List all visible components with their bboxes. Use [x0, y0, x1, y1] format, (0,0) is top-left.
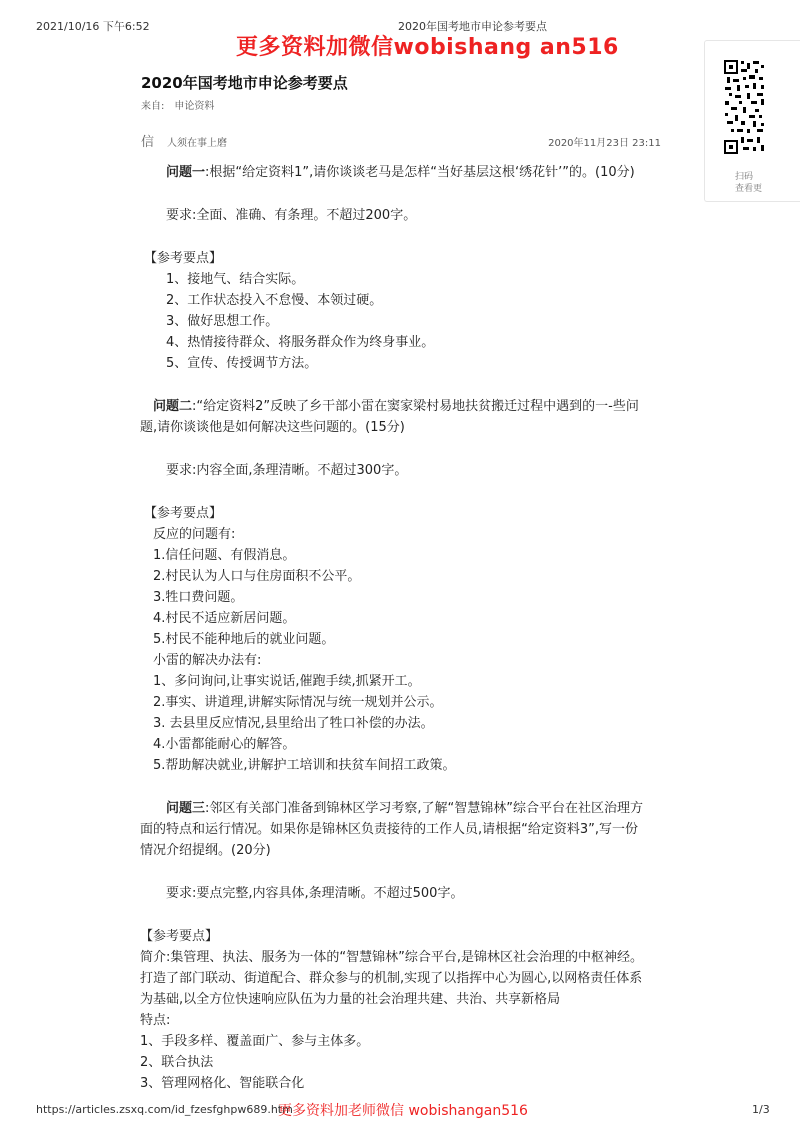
- author-avatar-icon: 信: [141, 135, 155, 150]
- question-3-text-2: 面的特点和运行情况。如果你是锦林区负责接待的工作人员,请根据“给定资料3”,写一份: [140, 822, 639, 837]
- print-date: 2021/10/16 下午6:52: [36, 20, 150, 33]
- question-3: [140, 798, 665, 819]
- question-3-label: 问题三: [166, 801, 206, 816]
- problems-title: 反应的问题有:: [153, 527, 236, 542]
- list-item: 2、工作状态投入不怠慢、本领过硬。: [166, 293, 383, 308]
- question-2-requirement: 要求:内容全面,条理清晰。不超过300字。: [166, 463, 408, 478]
- list-item: 1、手段多样、覆盖面广、参与主体多。: [140, 1034, 370, 1049]
- footer-url[interactable]: https://articles.zsxq.com/id_fzesfghpw689.htm: [36, 1103, 293, 1116]
- solutions-title: 小雷的解决办法有:: [153, 653, 262, 668]
- post-date: 2020年11月23日 23:11: [548, 138, 661, 149]
- list-item: 2、联合执法: [140, 1055, 214, 1070]
- question-3-text-1: :邻区有关部门准备到锦林区学习考察,了解“智慧锦林”综合平台在社区治理方: [205, 801, 643, 816]
- list-item: 3. 去县里反应情况,县里给出了牲口补偿的办法。: [153, 716, 434, 731]
- question-1: [140, 162, 665, 183]
- list-item: 5.村民不能种地后的就业问题。: [153, 632, 335, 647]
- question-1-label: 问题一: [166, 165, 206, 180]
- print-title: 2020年国考地市申论参考要点: [398, 20, 547, 33]
- intro-line-2: 打造了部门联动、街道配合、群众参与的机制,实现了以指挥中心为圆心,以网格责任体系: [140, 971, 643, 986]
- question-1-ref-title: 【参考要点】: [144, 251, 223, 266]
- list-item: 1、多问询问,让事实说话,催跑手续,抓紧开工。: [153, 674, 421, 689]
- qr-panel[interactable]: [704, 40, 800, 202]
- author-row: [141, 133, 661, 149]
- list-item: 2.事实、讲道理,讲解实际情况与统一规划并公示。: [153, 695, 443, 710]
- list-item: 3.牲口费问题。: [153, 590, 244, 605]
- question-2-ref-title: 【参考要点】: [144, 506, 223, 521]
- question-3-text-3: 情况介绍提纲。(20分): [140, 843, 271, 858]
- question-2-text-2: 题,请你谈谈他是如何解决这些问题的。(15分): [140, 420, 405, 435]
- article-body: [140, 162, 665, 1094]
- question-1-text: :根据“给定资料1”,请你谈谈老马是怎样“当好基层这根‘绣花针’”的。(10分): [205, 165, 635, 180]
- list-item: 3、做好思想工作。: [166, 314, 279, 329]
- list-item: 4.村民不适应新居问题。: [153, 611, 296, 626]
- watermark-top: 更多资料加微信wobishang an516: [236, 35, 619, 60]
- qr-code-icon: [723, 59, 767, 155]
- question-1-requirement: 要求:全面、准确、有条理。不超过200字。: [166, 208, 417, 223]
- page-number: 1/3: [752, 1103, 770, 1116]
- author-name[interactable]: 人须在事上磨: [167, 138, 227, 149]
- list-item: 4.小雷都能耐心的解答。: [153, 737, 296, 752]
- features-title: 特点:: [140, 1013, 171, 1028]
- source-label: 来自:: [141, 101, 165, 112]
- intro-line-1: 简介:集管理、执法、服务为一体的“智慧锦林”综合平台,是锦林区社会治理的中枢神经。: [140, 950, 643, 965]
- list-item: 1、接地气、结合实际。: [166, 272, 305, 287]
- question-2-text-1: :“给定资料2”反映了乡干部小雷在窦家梁村易地扶贫搬迁过程中遇到的一-些问: [192, 399, 639, 414]
- source-link[interactable]: 申论资料: [174, 101, 215, 112]
- list-item: 5、宣传、传授调节方法。: [166, 356, 318, 371]
- question-2: [140, 396, 665, 417]
- intro-line-3: 为基础,以全方位快速响应队伍为力量的社会治理共建、共治、共享新格局: [140, 992, 561, 1007]
- list-item: 3、管理网格化、智能联合化: [140, 1076, 305, 1091]
- qr-hint-scan: 扫码: [735, 172, 754, 182]
- print-footer: [0, 1100, 800, 1120]
- footer-watermark: 更多资料加老师微信 wobishangan516: [278, 1103, 528, 1119]
- qr-hint-more: 查看更: [735, 184, 763, 194]
- list-item: 5.帮助解决就业,讲解护工培训和扶贫车间招工政策。: [153, 758, 456, 773]
- question-3-requirement: 要求:要点完整,内容具体,条理清晰。不超过500字。: [166, 886, 464, 901]
- list-item: 2.村民认为人口与住房面积不公平。: [153, 569, 361, 584]
- question-3-ref-title: 【参考要点】: [140, 929, 219, 944]
- list-item: 1.信任问题、有假消息。: [153, 548, 296, 563]
- list-item: 4、热情接待群众、将服务群众作为终身事业。: [166, 335, 435, 350]
- article-title: 2020年国考地市申论参考要点: [141, 74, 348, 92]
- question-2-label: 问题二: [153, 399, 193, 414]
- article-source: [141, 97, 224, 112]
